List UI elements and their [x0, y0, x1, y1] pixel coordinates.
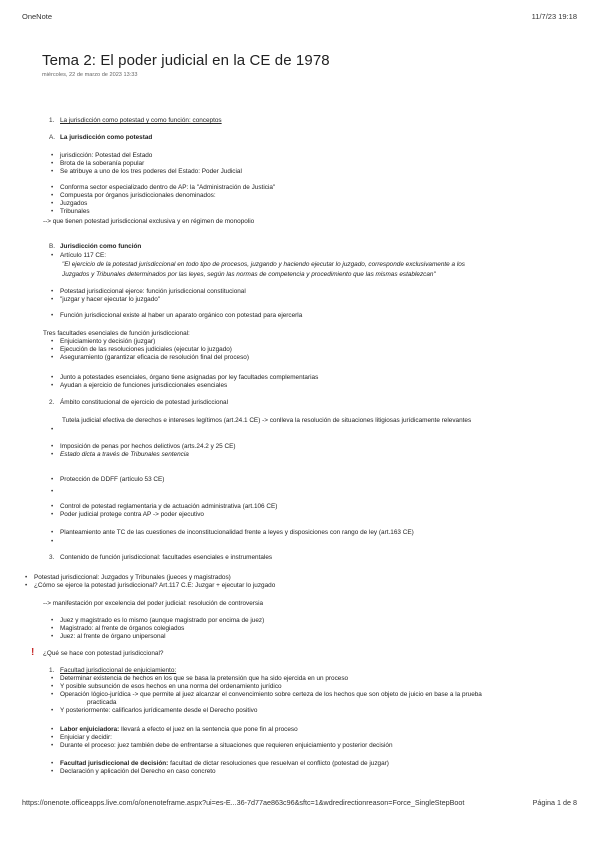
note-line: Juzgados y Tribunales determinados por las leyes, según las normas de competencia y procedimiento que las mismas establezcan"	[62, 271, 436, 278]
page-title: Tema 2: El poder judicial en la CE de 1978	[42, 52, 330, 69]
note-line: Brota de la soberanía popular	[60, 160, 145, 167]
note-line: Juez: al frente de órgano unipersonal	[60, 633, 166, 640]
bullet-marker: •	[51, 768, 54, 775]
note-line: La jurisdicción como potestad	[60, 134, 153, 141]
note-line: --> manifestación por excelencia del poder judicial: resolución de controversia	[43, 600, 264, 607]
bullet-marker: •	[51, 296, 54, 303]
note-line: Contenido de función jurisdiccional: facultades esenciales e instrumentales	[60, 554, 273, 561]
note-line: Potestad jurisdiccional: Juzgados y Tribunales (jueces y magistrados)	[34, 574, 231, 581]
note-line: Protección de DDFF (artículo 53 CE)	[60, 476, 165, 483]
bullet-marker: •	[51, 312, 54, 319]
note-line: jurisdicción: Potestad del Estado	[60, 152, 153, 159]
note-line: Tres facultades esenciales de función jurisdiccional:	[43, 330, 190, 337]
footer-url: https://onenote.officeapps.live.com/o/onenoteframe.aspx?ui=es-E...36-7d77ae863c96&sftc=1&wdredirectionreason=Force_SingleStepBoot	[22, 798, 465, 807]
bullet-marker: •	[51, 160, 54, 167]
bullet-marker: •	[51, 760, 54, 767]
note-line: practicada	[87, 699, 117, 706]
list-number: 3.	[49, 554, 55, 561]
bullet-marker: •	[51, 346, 54, 353]
bullet-marker: •	[51, 734, 54, 741]
footer-page-number: Página 1 de 8	[532, 798, 577, 807]
bullet-marker: •	[51, 152, 54, 159]
note-line: "El ejercicio de la potestad jurisdiccional en todo tipo de procesos, juzgando y haciendo ejecutar lo juzgado, corresponde exclusivamente a los	[62, 261, 465, 268]
note-line: La jurisdicción como potestad y como función: conceptos	[60, 117, 222, 124]
note-line: "juzgar y hacer ejecutar lo juzgado"	[60, 296, 161, 303]
bullet-marker: •	[51, 192, 54, 199]
bullet-marker: •	[51, 382, 54, 389]
note-line: Declaración y aplicación del Derecho en caso concreto	[60, 768, 216, 775]
bullet-marker: •	[51, 338, 54, 345]
note-line: Magistrado: al frente de órganos colegiados	[60, 625, 185, 632]
app-name: OneNote	[22, 12, 53, 21]
note-line: Aseguramiento (garantizar eficacia de resolución final del proceso)	[60, 354, 249, 361]
bullet-marker: •	[51, 726, 54, 733]
bullet-marker: •	[25, 582, 28, 589]
bullet-marker: •	[51, 503, 54, 510]
bullet-marker: •	[51, 451, 54, 458]
note-line: Imposición de penas por hechos delictivos (arts.24.2 y 25 CE)	[60, 443, 236, 450]
bullet-marker: •	[51, 184, 54, 191]
bullet-marker: •	[51, 252, 54, 259]
note-line: --> que tienen potestad jurisdiccional exclusiva y en régimen de monopolio	[43, 218, 255, 225]
note-line: Determinar existencia de hechos en los que se basa la pretensión que ha sido ejercida en un proceso	[60, 675, 349, 682]
note-line: Se atribuye a uno de los tres poderes del Estado: Poder Judicial	[60, 168, 242, 175]
note-line: Tutela judicial efectiva de derechos e intereses legítimos (art.24.1 CE) -> conlleva la resolución de situaciones litigiosas jurídicamente relevantes	[62, 417, 472, 424]
note-line: Juzgados	[60, 200, 88, 207]
label-text: facultad de dictar resoluciones que resuelvan el conflicto (potestad de juzgar)	[168, 760, 389, 767]
note-line: ¿Qué se hace con potestad jurisdiccional?	[43, 650, 164, 657]
note-line: Planteamiento ante TC de las cuestiones de inconstitucionalidad frente a leyes y disposiciones con rango de ley (art.163 CE)	[60, 529, 414, 536]
note-line: Ayudan a ejercicio de funciones jurisdiccionales esenciales	[60, 382, 228, 389]
print-datetime: 11/7/23 19:18	[531, 12, 577, 21]
bullet-marker: •	[51, 443, 54, 450]
bullet-marker: •	[51, 742, 54, 749]
note-line: Conforma sector especializado dentro de AP: la "Administración de Justicia"	[60, 184, 276, 191]
note-line: Estado dicta a través de Tribunales sentencia	[60, 451, 189, 458]
list-number: B.	[49, 243, 56, 250]
bullet-marker: •	[51, 200, 54, 207]
list-number: A.	[49, 134, 56, 141]
bullet-marker: •	[51, 617, 54, 624]
bullet-marker: •	[51, 374, 54, 381]
note-line: Artículo 117 CE:	[60, 252, 107, 259]
note-line: Durante el proceso: juez también debe de enfrentarse a situaciones que requieren enjuiciamiento y posterior decisión	[60, 742, 393, 749]
note-line: Jurisdicción como función	[60, 243, 142, 250]
note-line: Tribunales	[60, 208, 90, 215]
bullet-marker: •	[51, 168, 54, 175]
list-number: 2.	[49, 399, 55, 406]
bullet-marker: •	[51, 426, 54, 433]
bold-label: Labor enjuiciadora:	[60, 726, 120, 733]
note-line: Y posteriormente: calificarlos jurídicamente desde el Derecho positivo	[60, 707, 258, 714]
list-number: 1.	[49, 117, 55, 124]
note-line: Ámbito constitucional de ejercicio de potestad jurisdiccional	[60, 399, 229, 406]
bullet-marker: •	[51, 675, 54, 682]
note-line: Poder judicial protege contra AP -> poder ejecutivo	[60, 511, 204, 518]
note-line: Control de potestad reglamentaria y de actuación administrativa (art.106 CE)	[60, 503, 278, 510]
note-line: Potestad jurisdiccional ejerce: función jurisdiccional constitucional	[60, 288, 246, 295]
note-line: Ejecución de las resoluciones judiciales (ejecutar lo juzgado)	[60, 346, 232, 353]
note-line: Junto a potestades esenciales, órgano tiene asignadas por ley facultades complementarias	[60, 374, 319, 381]
bullet-marker: •	[51, 354, 54, 361]
bullet-marker: •	[51, 538, 54, 545]
page-date: miércoles, 22 de marzo de 2023 13:33	[42, 72, 138, 78]
list-number: 1.	[49, 667, 55, 674]
note-line: Y posible subsunción de esos hechos en una norma del ordenamiento jurídico	[60, 683, 282, 690]
note-line: Compuesta por órganos jurisdiccionales denominados:	[60, 192, 216, 199]
note-line: ¿Cómo se ejerce la potestad jurisdiccional? Art.117 C.E: Juzgar + ejecutar lo juzgado	[34, 582, 276, 589]
bullet-marker: •	[51, 488, 54, 495]
note-line	[60, 726, 298, 733]
bullet-marker: •	[25, 574, 28, 581]
note-line: Función jurisdiccional existe al haber un aparato orgánico con potestad para ejercerla	[60, 312, 303, 319]
bold-label: Facultad jurisdiccional de decisión:	[60, 760, 169, 767]
note-line: Juez y magistrado es lo mismo (aunque magistrado por encima de juez)	[60, 617, 265, 624]
bullet-marker: •	[51, 633, 54, 640]
bullet-marker: •	[51, 707, 54, 714]
bullet-marker: •	[51, 511, 54, 518]
note-line: Operación lógico-jurídica -> que permite al juez alcanzar el convencimiento sobre certeza de los hechos que son objeto de juicio en base a la prueba	[60, 691, 482, 698]
label-text: llevará a efecto el juez en la sentencia que pone fin al proceso	[119, 726, 298, 733]
bullet-marker: •	[51, 625, 54, 632]
note-line: Enjuiciar y decidir:	[60, 734, 112, 741]
note-line	[60, 760, 389, 767]
bullet-marker: •	[51, 691, 54, 698]
bullet-marker: •	[51, 476, 54, 483]
bullet-marker: •	[51, 208, 54, 215]
note-line: Facultad jurisdiccional de enjuiciamiento:	[60, 667, 177, 674]
exclamation-icon: !	[31, 647, 35, 658]
bullet-marker: •	[51, 288, 54, 295]
bullet-marker: •	[51, 529, 54, 536]
note-line: Enjuiciamiento y decisión (juzgar)	[60, 338, 156, 345]
bullet-marker: •	[51, 683, 54, 690]
